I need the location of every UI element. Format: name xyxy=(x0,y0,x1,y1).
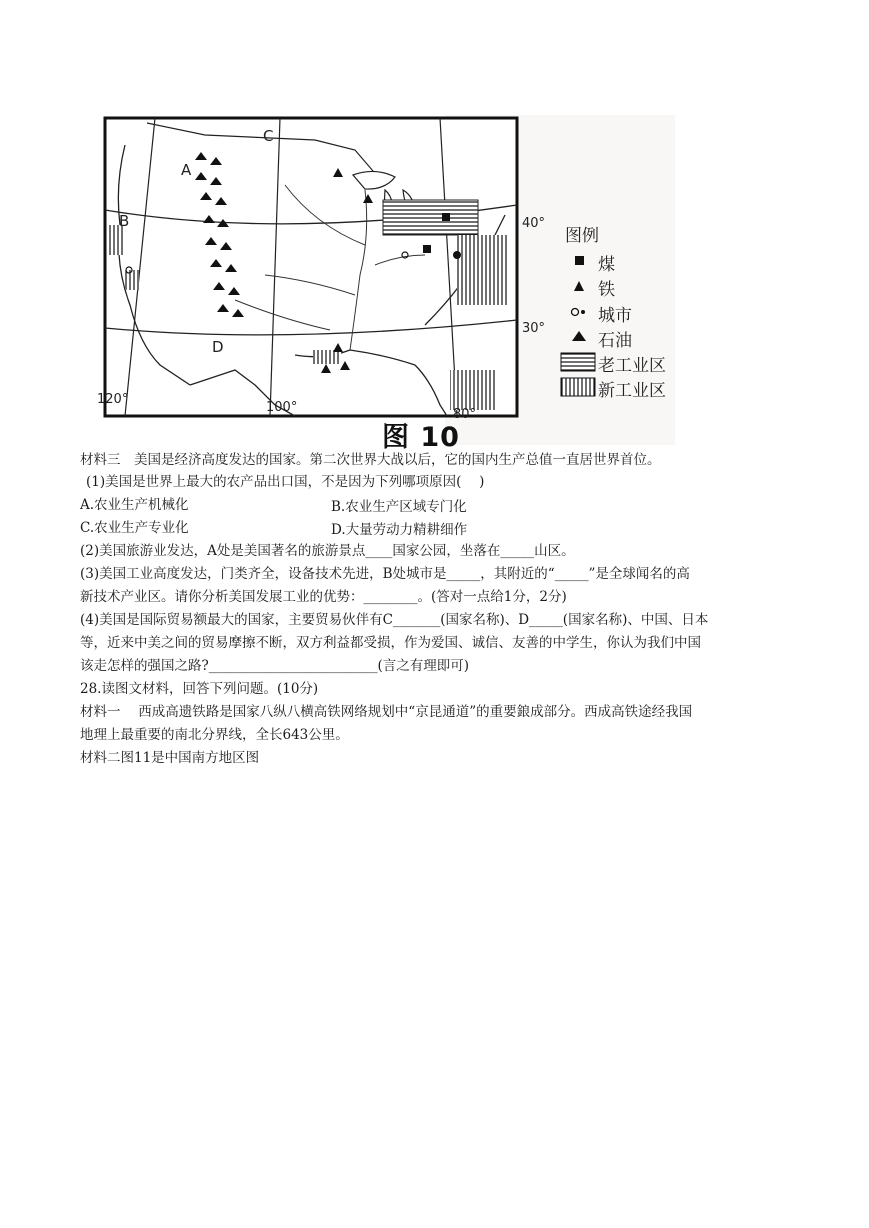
legend-coal-label: 煤 xyxy=(598,255,615,275)
old-industrial-zone xyxy=(383,200,478,235)
lon-100-label: 100° xyxy=(266,400,298,415)
material-three: 材料三 美国是经济高度发达的国家。第二次世界大战以后，它的国内生产总值一直居世界首位。 xyxy=(80,452,661,468)
question-4-line-1: (4)美国是国际贸易额最大的国家，主要贸易伙伴有C_______(国家名称)、D_____(国家名称)、中国、日本 xyxy=(80,612,709,628)
question-28-heading: 28.读图文材料，回答下列问题。(10分) xyxy=(80,681,319,697)
question-4-line-2: 等，近来中美之间的贸易摩擦不断，双方利益都受损，作为爱国、诚信、友善的中学生，你认为我们中国 xyxy=(80,635,701,651)
question-3-line-2: 新技术产业区。请你分析美国发展工业的优势：________。(答对一点给1分，2分) xyxy=(80,589,567,605)
map-label-a: A xyxy=(181,161,192,179)
option-b: B.农业生产区域专门化 xyxy=(331,499,467,515)
us-industry-map-figure xyxy=(85,105,695,453)
lat-40-label: 40° xyxy=(522,216,546,231)
legend-old-industry-label: 老工业区 xyxy=(598,356,666,376)
lon-80-label: 80° xyxy=(453,407,477,422)
option-c: C.农业生产专业化 xyxy=(80,520,189,536)
lat-30-label: 30° xyxy=(522,321,546,336)
material-one-line-2: 地理上最重要的南北分界线，全长643公里。 xyxy=(80,727,349,743)
option-d: D.大量劳动力精耕细作 xyxy=(331,522,468,538)
material-two: 材料二图11是中国南方地区图 xyxy=(80,750,260,766)
legend-title: 图例 xyxy=(565,226,599,246)
legend-city-label: 城市 xyxy=(598,306,632,326)
map-label-c: C xyxy=(263,127,274,145)
question-1: (1)美国是世界上最大的农产品出口国，不是因为下列哪项原因( ) xyxy=(86,474,485,490)
material-one-line-1: 材料一 西成高遗铁路是国家八纵八横高铁网络规划中“京昆通道”的重要鋃成部分。西成高铁途经我国 xyxy=(80,704,693,720)
lon-120-label: 120° xyxy=(97,392,129,407)
legend-new-industry-label: 新工业区 xyxy=(598,381,666,401)
option-a: A.农业生产机械化 xyxy=(80,497,189,513)
map-label-d: D xyxy=(212,338,224,356)
map-label-b: B xyxy=(119,212,130,230)
legend-iron-label: 铁 xyxy=(598,280,615,300)
legend-oil-label: 石油 xyxy=(598,331,632,351)
question-4-line-3: 该走怎样的强国之路?_________________________(言之有理即可) xyxy=(80,658,470,674)
figure-caption: 图 10 xyxy=(382,422,460,453)
question-3-line-1: (3)美国工业高度发达，门类齐全，设备技术先进，B处城市是_____，其附近的“_____”是全球闻名的高 xyxy=(80,566,690,582)
question-2: (2)美国旅游业发达，A处是美国著名的旅游景点____国家公园，坐落在_____山区。 xyxy=(80,543,575,559)
